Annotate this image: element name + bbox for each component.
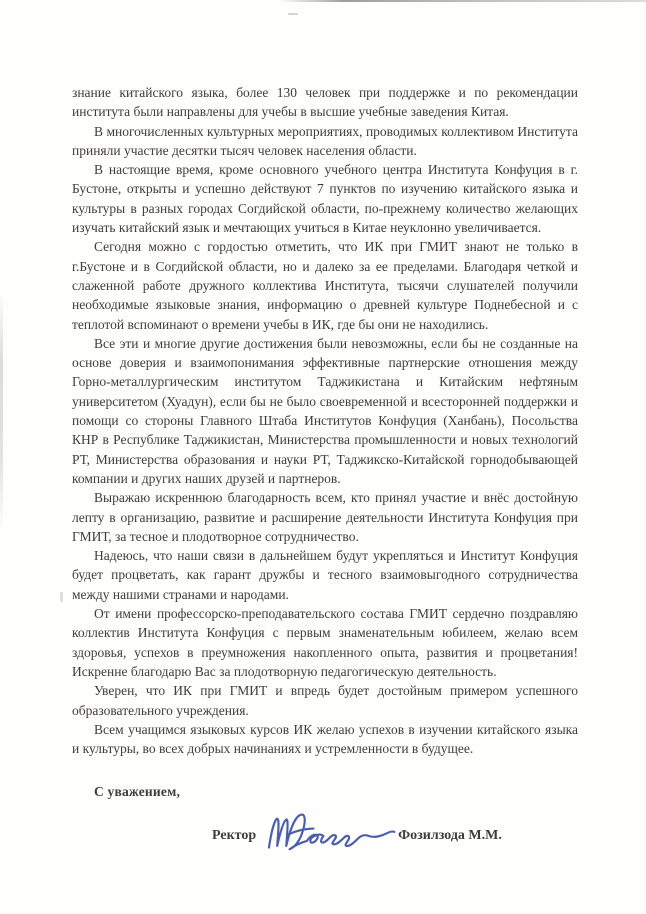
- paragraph: В настоящие время, кроме основного учебного центра Института Конфуция в г. Бустоне, открыты и успешно действуют 7 пунктов по изучению китайского языка и культуры в разных городах Согдийской области, по-прежнему количество желающих изучать китайский язык и мечтающих учиться в Китае неуклонно увеличивается.: [72, 162, 578, 236]
- paragraph: От имени профессорско-преподавательского состава ГМИТ сердечно поздравляю коллектив Института Конфуция с первым знаменательным юбилеем, желаю всем здоровья, успехов в преумножения накопленного опыта, развития и процветания! Искренне благодарю Вас за плодотворную педагогическую деятельность.: [72, 606, 578, 679]
- paragraph: Надеюсь, что наши связи в дальнейшем будут укрепляться и Институт Конфуция будет процветать, как гарант дружбы и тесного взаимовыгодного сотрудничества между нашими странами и народами.: [72, 548, 578, 602]
- signature-ink: [264, 808, 396, 864]
- signature-block: [72, 818, 578, 878]
- closing-salutation: С уважением,: [94, 784, 181, 800]
- paragraph: Все эти и многие другие достижения были невозможны, если бы не созданные на основе доверия и взаимопонимания эффективные партнерские отношения между Горно-металлургическим институтом Таджикистана и Китайским нефтяным университетом (Хуадун), если бы не было своевременной и всесторонней поддержки и помощи со стороны Главного Штаба Институтов Конфуция (Ханбань), Посольства КНР в Республике Таджикистан, Министерства промышленности и новых технологий РТ, Министерства образования и науки РТ, Таджикско-Китайской горнодобывающей компании и других наших друзей и партнеров.: [72, 335, 578, 486]
- signer-title: Ректор: [212, 827, 257, 843]
- paragraph: знание китайского языка, более 130 человек при поддержке и по рекомендации института были направлены для учебы в высшие учебные заведения Китая.: [72, 85, 578, 120]
- paragraph: Сегодня можно с гордостью отметить, что ИК при ГМИТ знают не только в г.Бустоне и в Согдийской области, но и далеко за ее пределами. Благодаря четкой и слаженной работе дружного коллектива Института, тысячи слушателей получили необходимые языковые знания, информацию о древней культуре Поднебесной и с теплотой вспоминают о времени учебы в ИК, где бы они не находились.: [72, 239, 578, 332]
- paragraph: Всем учащимся языковых курсов ИК желаю успехов в изучении китайского языка и культуры, во всех добрых начинаниях и устремленности в будущее.: [72, 721, 578, 757]
- paragraph: Выражаю искреннюю благодарность всем, кто принял участие и внёс достойную лепту в организацию, развитие и расширение деятельности Института Конфуция при ГМИТ, за тесное и плодотворное сотрудничество.: [72, 490, 578, 544]
- paragraph: Уверен, что ИК при ГМИТ и впредь будет достойным примером успешного образовательного учреждения.: [72, 683, 578, 718]
- paragraph: В многочисленных культурных мероприятиях, проводимых коллективом Института приняли участие десятки тысяч человек населения области.: [72, 123, 578, 158]
- letter-body: [72, 83, 578, 878]
- handwritten-signature-icon: [264, 808, 396, 864]
- signer-name: Фозилзода М.М.: [398, 827, 502, 843]
